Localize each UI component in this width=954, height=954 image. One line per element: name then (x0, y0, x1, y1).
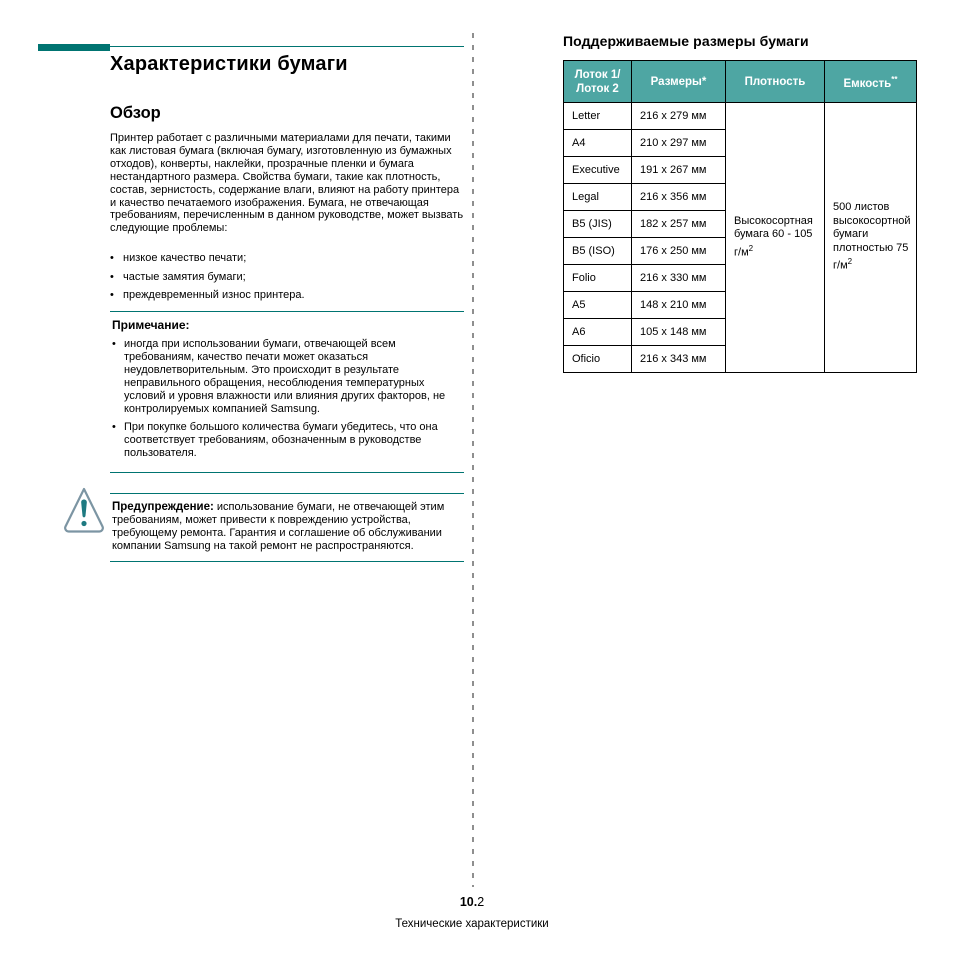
tray-cell: A4 (564, 130, 632, 157)
tray-cell: A6 (564, 319, 632, 346)
column-header-density: Плотность (726, 61, 825, 103)
size-cell: 216 x 356 мм (632, 184, 726, 211)
overview-heading: Обзор (110, 104, 161, 122)
right-column (563, 33, 916, 373)
size-cell: 216 x 330 мм (632, 265, 726, 292)
list-item (110, 421, 452, 460)
size-cell: 182 x 257 мм (632, 211, 726, 238)
tray-cell: Oficio (564, 346, 632, 373)
bullet-icon: • (110, 252, 114, 265)
size-cell: 105 x 148 мм (632, 319, 726, 346)
list-item (110, 271, 464, 284)
footer-chapter-title: Технические характеристики (395, 918, 549, 930)
tray-cell: A5 (564, 292, 632, 319)
table-header-row (564, 61, 917, 103)
column-header-capacity: Емкость** (825, 61, 917, 103)
tray-cell: Folio (564, 265, 632, 292)
density-cell: Высокосортная бумага 60 - 105 $г/м^2$ (726, 103, 825, 373)
column-header-size: Размеры* (632, 61, 726, 103)
warning-body: использование бумаги, не отвечающей этим требованиям, может привести к повреждению устройства, требующему ремонта. Гарантия и соглашение об обслуживании компании Samsung на такой ремонт не распространяются. (112, 501, 445, 552)
size-cell: 191 x 267 мм (632, 157, 726, 184)
page-number-chapter: 10. (459, 895, 478, 909)
note-section (110, 311, 464, 473)
tray-cell: Legal (564, 184, 632, 211)
tray-cell: B5 (JIS) (564, 211, 632, 238)
list-item-text: иногда при использовании бумаги, отвечающей всем требованиям, качество печати может оказаться неудовлетворительным. Это происходит в результате неправильного обращения, несоблюдения температурных условий и уровня влажности или влияния других факторов, не контролируемых компанией Samsung. (124, 337, 446, 415)
warning-label: Предупреждение: (112, 501, 214, 514)
list-item-text: низкое качество печати; (123, 252, 247, 265)
paper-sizes-title: Поддерживаемые размеры бумаги (563, 33, 809, 49)
column-header-tray: Лоток 1/ Лоток 2 (564, 61, 632, 103)
size-cell: 216 x 279 мм (632, 103, 726, 130)
warning-icon (62, 484, 106, 536)
list-item (110, 338, 452, 415)
bullet-icon: • (110, 270, 114, 283)
size-cell: 176 x 250 мм (632, 238, 726, 265)
page-number (0, 895, 944, 909)
size-cell: 210 x 297 мм (632, 130, 726, 157)
size-cell: 216 x 343 мм (632, 346, 726, 373)
warning-text (112, 501, 464, 553)
page-footer (0, 895, 944, 930)
list-item (110, 252, 464, 265)
overview-bullet-list (110, 252, 464, 302)
warning-section (110, 493, 464, 562)
tray-cell: B5 (ISO) (564, 238, 632, 265)
tray-cell: Executive (564, 157, 632, 184)
paper-sizes-table (563, 60, 917, 373)
left-column (110, 44, 464, 562)
column-divider-dashed (472, 33, 474, 887)
list-item (110, 289, 464, 302)
list-item-text: частые замятия бумаги; (123, 270, 246, 283)
list-item-text: При покупке большого количества бумаги убедитесь, что она соответствует требованиям, обозначенным в руководстве пользователя. (124, 421, 438, 460)
capacity-cell: 500 листов высокосортной бумаги плотностью 75 $г/м^2$ (825, 103, 917, 373)
tray-cell: Letter (564, 103, 632, 130)
page-number-page: 2 (477, 895, 485, 909)
table-row (564, 103, 917, 130)
note-heading: Примечание: (112, 317, 190, 332)
overview-paragraph: Принтер работает с различными материалами для печати, такими как листовая бумага (включая бумагу, изготовленную из бумажных отходов), конверты, наклейки, прозрачные пленки и бумага нестандартного размера. Свойства бумаги, такие как плотность, состав, зернистость, содержание влаги, влияют на работу принтера и качество печатаемого изображения. Бумага, не отвечающая требованиям, перечисленным в данном руководстве, может вызвать следующие проблемы: (110, 132, 464, 235)
size-cell: 148 x 210 мм (632, 292, 726, 319)
bullet-icon: • (112, 337, 116, 350)
page-title: Характеристики бумаги (110, 53, 348, 75)
bullet-icon: • (110, 289, 114, 302)
list-item-text: преждевременный износ принтера. (123, 289, 305, 302)
bullet-icon: • (112, 421, 116, 434)
note-bullet-list (110, 338, 464, 460)
